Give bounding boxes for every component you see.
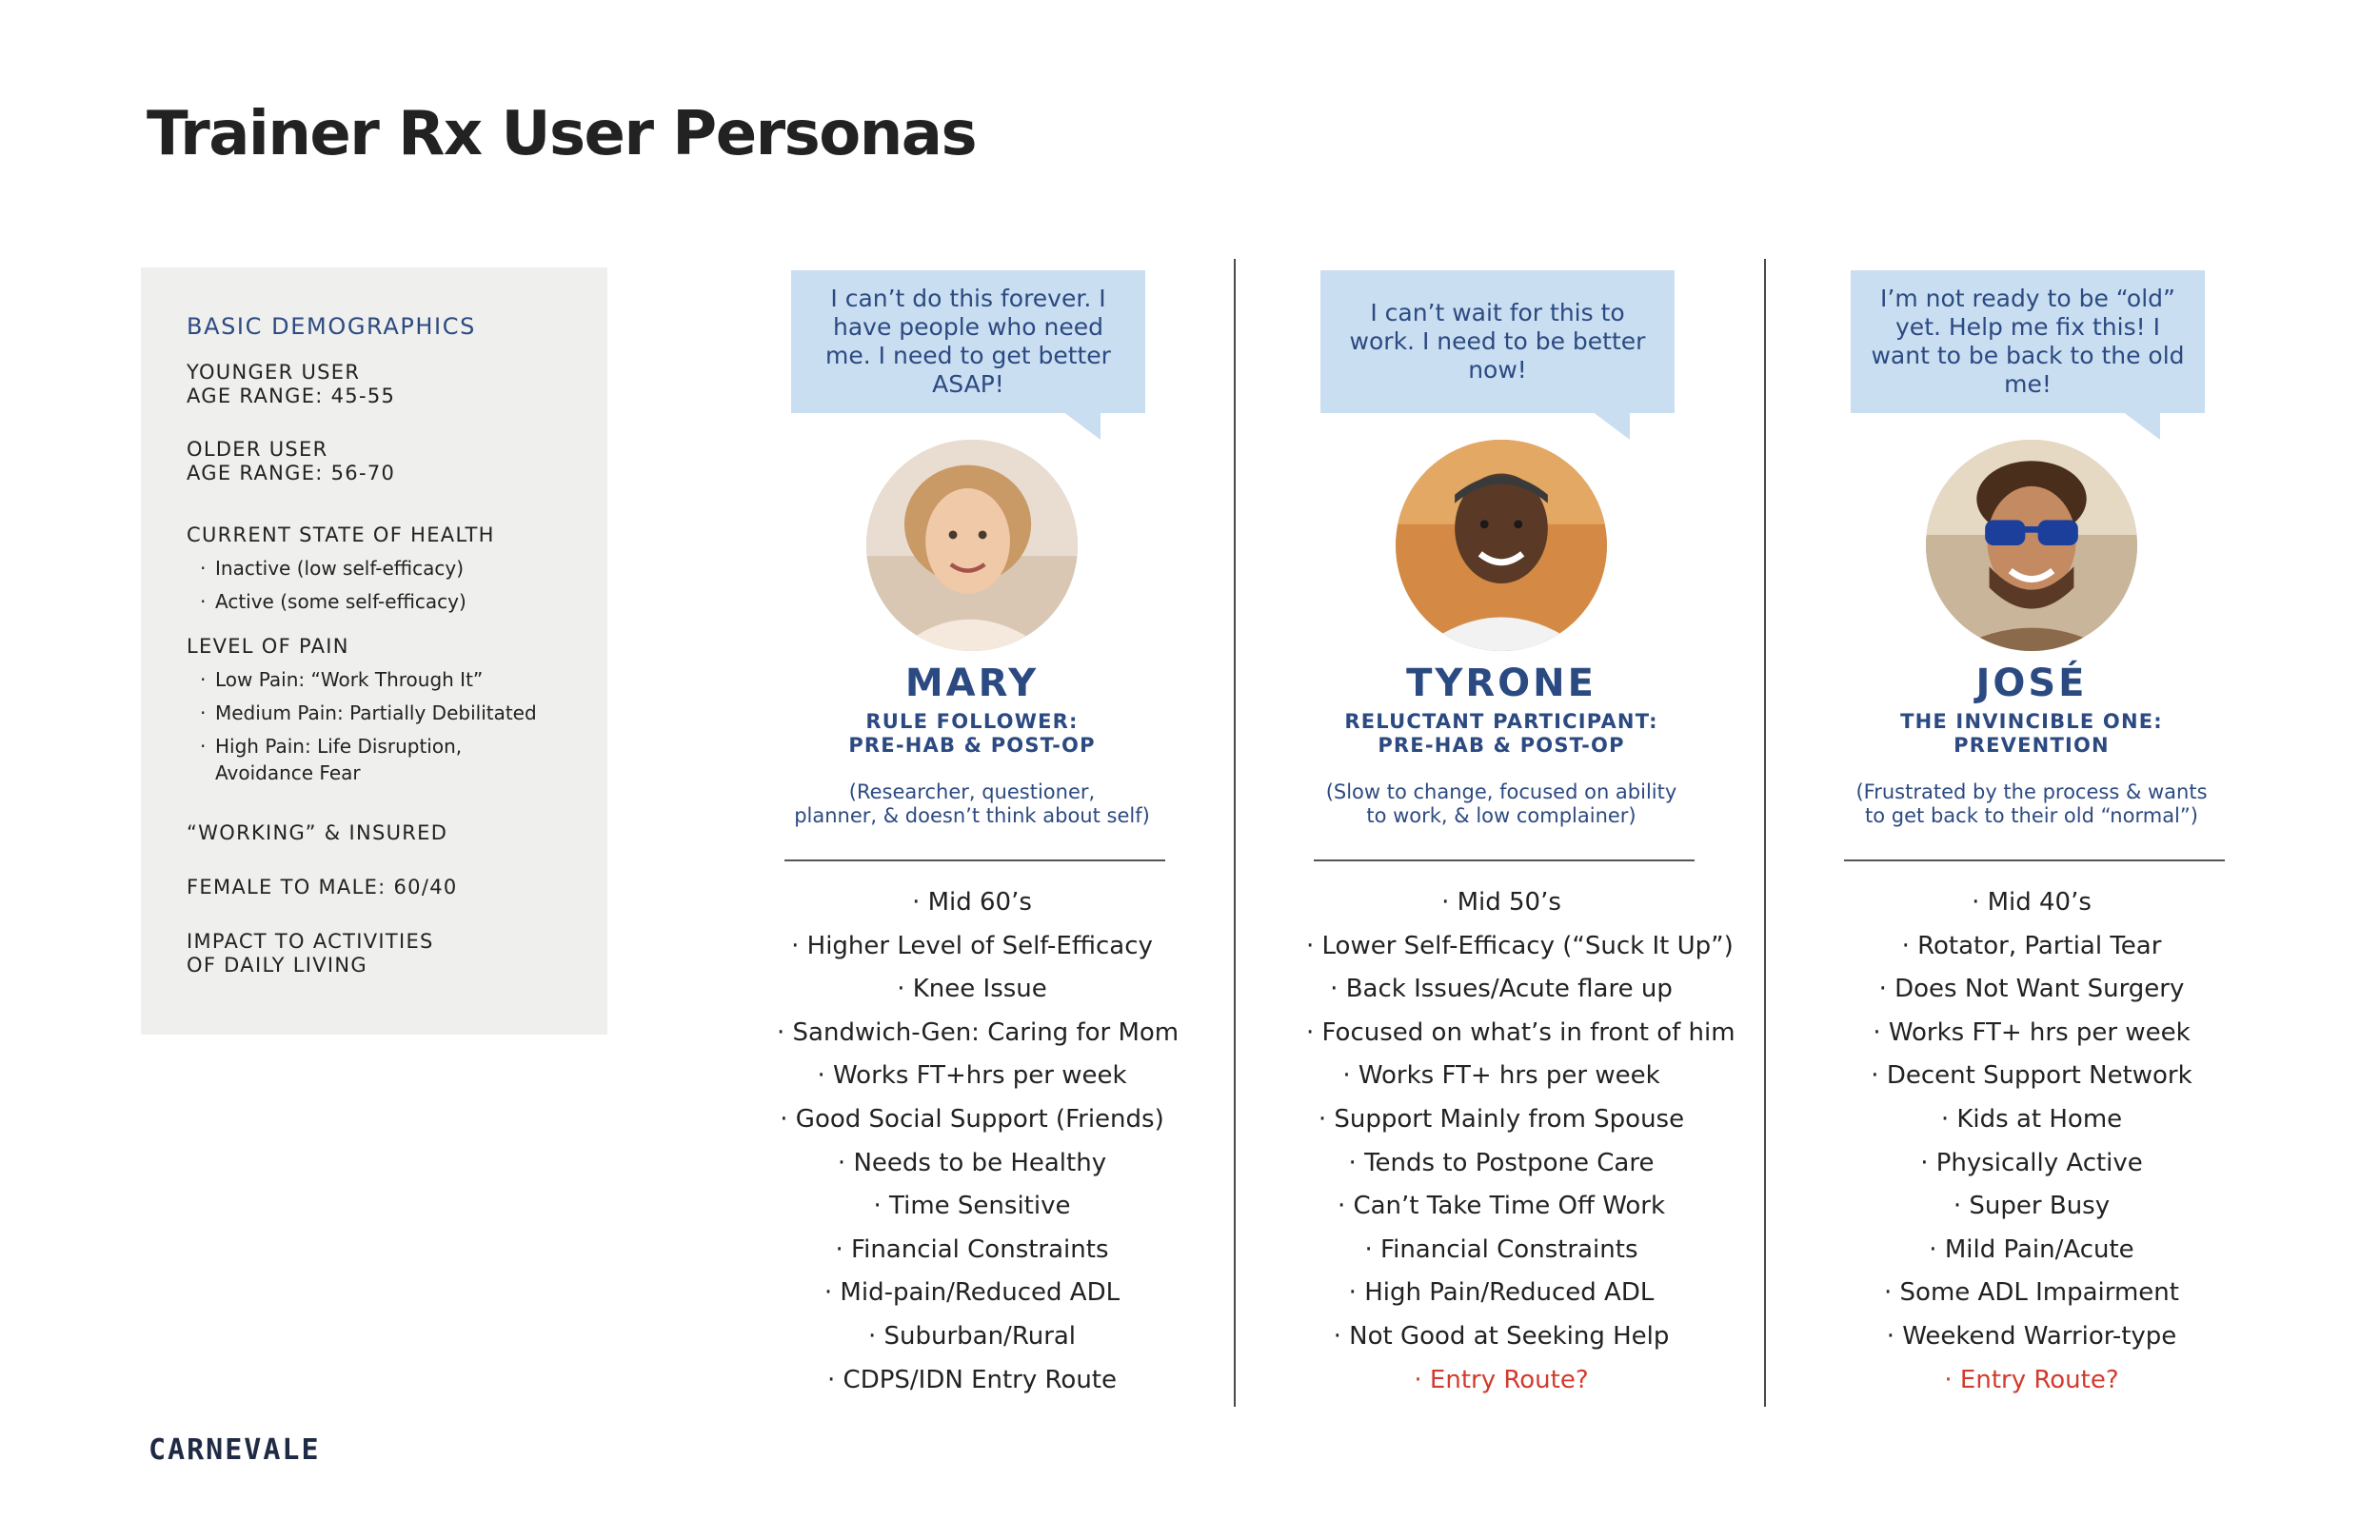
description-line: (Researcher, questioner,	[848, 780, 1096, 803]
persona-name: JOSÉ	[1975, 661, 2088, 705]
role-line: PRE-HAB & POST-OP	[848, 734, 1096, 757]
role-line: PREVENTION	[1954, 734, 2110, 757]
bubble-tail	[1592, 411, 1630, 440]
health-heading: CURRENT STATE OF HEALTH	[187, 523, 495, 546]
impact-adl	[187, 930, 607, 977]
trait-item-entry-route: · Entry Route?	[1836, 1359, 2227, 1403]
trait-item: · Kids at Home	[1836, 1098, 2227, 1142]
trait-item: · Time Sensitive	[777, 1185, 1167, 1229]
trait-item: · Some ADL Impairment	[1836, 1272, 2227, 1315]
column-divider	[1234, 259, 1236, 1407]
description-line: to get back to their old “normal”)	[1865, 804, 2198, 827]
pain-item: · High Pain: Life Disruption,	[200, 735, 607, 759]
younger-user	[187, 361, 607, 408]
trait-item: · Does Not Want Surgery	[1836, 968, 2227, 1012]
trait-item: · CDPS/IDN Entry Route	[777, 1359, 1167, 1403]
impact-line: OF DAILY LIVING	[187, 954, 367, 977]
older-user	[187, 438, 607, 485]
pain-item: · Medium Pain: Partially Debilitated	[200, 701, 607, 725]
trait-item: · Weekend Warrior-type	[1836, 1315, 2227, 1359]
younger-user-label: YOUNGER USER	[187, 361, 361, 384]
trait-list	[1306, 881, 1735, 1402]
pain-item: · Low Pain: “Work Through It”	[200, 668, 607, 692]
working-insured: “WORKING” & INSURED	[187, 821, 448, 844]
trait-item: · Mild Pain/Acute	[1836, 1229, 2227, 1273]
persona-card-mary	[777, 270, 1228, 1412]
trait-item: · Works FT+hrs per week	[777, 1055, 1167, 1098]
trait-item: · Financial Constraints	[777, 1229, 1167, 1273]
health-item: · Inactive (low self-efficacy)	[200, 557, 607, 581]
trait-item: · Can’t Take Time Off Work	[1306, 1185, 1696, 1229]
trait-item: · Back Issues/Acute flare up	[1306, 968, 1696, 1012]
trait-item: · Works FT+ hrs per week	[1836, 1012, 2227, 1056]
trait-item: · Higher Level of Self-Efficacy	[777, 925, 1167, 969]
carnevale-logo: CARNEVALE	[149, 1433, 321, 1467]
section-rule	[1314, 859, 1695, 861]
trait-item: · Tends to Postpone Care	[1306, 1142, 1696, 1186]
trait-item: · High Pain/Reduced ADL	[1306, 1272, 1696, 1315]
trait-list	[777, 881, 1180, 1402]
health-item: · Active (some self-efficacy)	[200, 590, 607, 614]
persona-card-jose	[1836, 270, 2288, 1412]
trait-item: · Mid 60’s	[777, 881, 1167, 925]
persona-role	[1306, 710, 1696, 758]
demographics-heading: BASIC DEMOGRAPHICS	[187, 313, 476, 340]
trait-item-entry-route: · Entry Route?	[1306, 1359, 1696, 1403]
trait-item: · Super Busy	[1836, 1185, 2227, 1229]
persona-card-tyrone	[1306, 270, 1757, 1412]
role-line: RELUCTANT PARTICIPANT:	[1344, 710, 1658, 733]
persona-role	[777, 710, 1167, 758]
page-title: Trainer Rx User Personas	[147, 99, 977, 169]
trait-item: · Mid 50’s	[1306, 881, 1696, 925]
trait-item: · Financial Constraints	[1306, 1229, 1696, 1273]
description-line: (Slow to change, focused on ability	[1325, 780, 1677, 803]
persona-name: TYRONE	[1406, 661, 1597, 705]
older-user-label: OLDER USER	[187, 438, 328, 461]
pain-heading: LEVEL OF PAIN	[187, 635, 349, 658]
persona-name: MARY	[904, 661, 1040, 705]
trait-item: · Works FT+ hrs per week	[1306, 1055, 1696, 1098]
quote-bubble: I can’t wait for this to work. I need to be better now!	[1320, 270, 1675, 413]
man-portrait-icon	[1396, 440, 1607, 651]
column-divider	[1764, 259, 1766, 1407]
description-line: planner, & doesn’t think about self)	[794, 804, 1150, 827]
description-line: to work, & low complainer)	[1366, 804, 1636, 827]
description-line: (Frustrated by the process & wants	[1855, 780, 2208, 803]
trait-item: · Physically Active	[1836, 1142, 2227, 1186]
man-sunglasses-portrait-icon	[1926, 440, 2137, 651]
persona-role	[1836, 710, 2227, 758]
trait-item: · Mid-pain/Reduced ADL	[777, 1272, 1167, 1315]
role-line: RULE FOLLOWER:	[865, 710, 1079, 733]
trait-item: · Good Social Support (Friends)	[777, 1098, 1167, 1142]
trait-item: · Focused on what’s in front of him	[1306, 1012, 1696, 1056]
pain-item-continued: Avoidance Fear	[215, 761, 361, 784]
trait-list	[1836, 881, 2227, 1402]
trait-item: · Support Mainly from Spouse	[1306, 1098, 1696, 1142]
trait-item: · Knee Issue	[777, 968, 1167, 1012]
trait-item: · Needs to be Healthy	[777, 1142, 1167, 1186]
section-rule	[784, 859, 1165, 861]
trait-item: · Mid 40’s	[1836, 881, 2227, 925]
woman-portrait-icon	[866, 440, 1078, 651]
trait-item: · Rotator, Partial Tear	[1836, 925, 2227, 969]
pain-list	[187, 668, 607, 785]
persona-description	[1836, 780, 2227, 828]
section-rule	[1844, 859, 2225, 861]
role-line: PRE-HAB & POST-OP	[1378, 734, 1625, 757]
trait-item: · Not Good at Seeking Help	[1306, 1315, 1696, 1359]
trait-item: · Lower Self-Efficacy (“Suck It Up”)	[1306, 925, 1696, 969]
older-age-range: AGE RANGE: 56-70	[187, 462, 396, 484]
trait-item: · Decent Support Network	[1836, 1055, 2227, 1098]
trait-item: · Sandwich-Gen: Caring for Mom	[777, 1012, 1167, 1056]
gender-ratio: FEMALE TO MALE: 60/40	[187, 876, 458, 898]
younger-age-range: AGE RANGE: 45-55	[187, 385, 396, 407]
persona-description	[1306, 780, 1696, 828]
health-list	[187, 557, 607, 614]
demographics-panel	[141, 267, 607, 1035]
bubble-tail	[2122, 411, 2160, 440]
quote-bubble: I’m not ready to be “old” yet. Help me fix this! I want to be back to the old me!	[1851, 270, 2205, 413]
bubble-tail	[1062, 411, 1101, 440]
trait-item: · Suburban/Rural	[777, 1315, 1167, 1359]
impact-line: IMPACT TO ACTIVITIES	[187, 930, 434, 953]
role-line: THE INVINCIBLE ONE:	[1900, 710, 2163, 733]
quote-bubble: I can’t do this forever. I have people who need me. I need to get better ASAP!	[791, 270, 1145, 413]
persona-description	[777, 780, 1167, 828]
